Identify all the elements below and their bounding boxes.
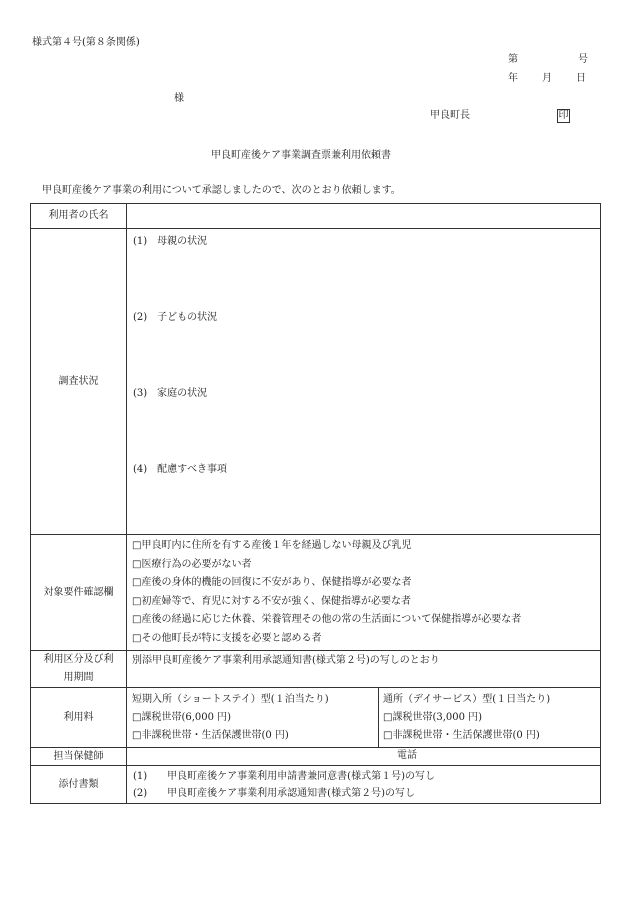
document-title: 甲良町産後ケア事業調査票兼利用依頼書 (211, 150, 391, 161)
doc-number-prefix: 第 (508, 54, 518, 65)
survey-considerations: (4) 配慮すべき事項 (133, 464, 227, 475)
doc-number-suffix: 号 (578, 54, 588, 65)
fee-day-service (379, 688, 601, 748)
survey-mother: (1) 母親の状況 (133, 236, 208, 247)
eligibility-label: 対象要件確認欄 (31, 535, 127, 651)
form-table (30, 203, 601, 804)
nurse-row (31, 748, 601, 766)
eligibility-option-1[interactable]: □甲良町内に住所を有する産後１年を経過しない母親及び乳児 (132, 540, 412, 551)
intro-text: 甲良町産後ケア事業の利用について承認しましたので、次のとおり依頼します。 (42, 185, 401, 196)
phone-label: 電話 (397, 750, 417, 761)
attachments-row (31, 766, 601, 804)
form-number: 様式第４号(第８条関係) (32, 37, 140, 48)
survey-field[interactable] (127, 229, 601, 535)
seal-box: 印 (558, 110, 569, 121)
fee-label: 利用料 (31, 688, 127, 748)
survey-child: (2) 子どもの状況 (133, 312, 218, 323)
survey-label: 調査状況 (31, 229, 127, 535)
user-name-field[interactable] (127, 204, 601, 229)
day-service-taxed-option[interactable]: □課税世帯(3,000 円) (383, 712, 483, 723)
eligibility-option-5[interactable]: □産後の経過に応じた休養、栄養管理その他の常の生活面について保健指導が必要な者 (132, 614, 522, 625)
day-service-exempt-option[interactable]: □非課税世帯・生活保護世帯(0 円) (383, 730, 540, 741)
checkbox-icon: □ (132, 540, 142, 551)
nurse-label: 担当保健師 (31, 748, 127, 766)
eligibility-option-3[interactable]: □産後の身体的機能の回復に不安があり、保健指導が必要な者 (132, 577, 412, 588)
usage-period-label: 利用区分及び利 用期間 (31, 651, 127, 688)
user-name-label: 利用者の氏名 (31, 204, 127, 229)
checkbox-icon: □ (132, 577, 142, 588)
issuer-name: 甲良町長 (430, 110, 470, 121)
eligibility-options (127, 535, 601, 651)
day-service-heading: 通所（デイサービス）型(１日当たり) (383, 694, 551, 705)
short-stay-heading: 短期入所（ショートステイ）型(１泊当たり) (132, 694, 329, 705)
short-stay-taxed-option[interactable]: □課税世帯(6,000 円) (132, 712, 232, 723)
usage-period-value: 別添甲良町産後ケア事業利用承認通知書(様式第２号)の写しのとおり (127, 651, 601, 688)
fee-short-stay (127, 688, 379, 748)
addressee-suffix: 様 (174, 93, 184, 104)
attachment-item-2: (2) 甲良町産後ケア事業利用承認通知書(様式第２号)の写し (133, 788, 415, 799)
checkbox-icon: □ (132, 614, 142, 625)
attachments-label: 添付書類 (31, 766, 127, 804)
date-day: 日 (576, 73, 586, 84)
date-year: 年 (508, 73, 518, 84)
survey-family: (3) 家庭の状況 (133, 388, 208, 399)
attachments-list (127, 766, 601, 804)
survey-row (31, 229, 601, 535)
date-month: 月 (542, 73, 552, 84)
checkbox-icon: □ (132, 595, 142, 607)
nurse-field[interactable] (127, 748, 601, 766)
short-stay-exempt-option[interactable]: □非課税世帯・生活保護世帯(0 円) (132, 730, 289, 741)
checkbox-icon: □ (132, 632, 142, 644)
checkbox-icon: □ (132, 558, 142, 570)
fee-row (31, 688, 601, 748)
user-name-row (31, 204, 601, 229)
attachment-item-1: (1) 甲良町産後ケア事業利用申請書兼同意書(様式第１号)の写し (133, 771, 435, 782)
eligibility-option-4[interactable]: □初産婦等で、育児に対する不安が強く、保健指導が必要な者 (132, 595, 412, 607)
usage-period-row (31, 651, 601, 688)
eligibility-option-2[interactable]: □医療行為の必要がない者 (132, 558, 252, 570)
eligibility-option-6[interactable]: □その他町長が特に支援を必要と認める者 (132, 632, 322, 644)
eligibility-row (31, 535, 601, 651)
seal-mark (557, 109, 570, 123)
